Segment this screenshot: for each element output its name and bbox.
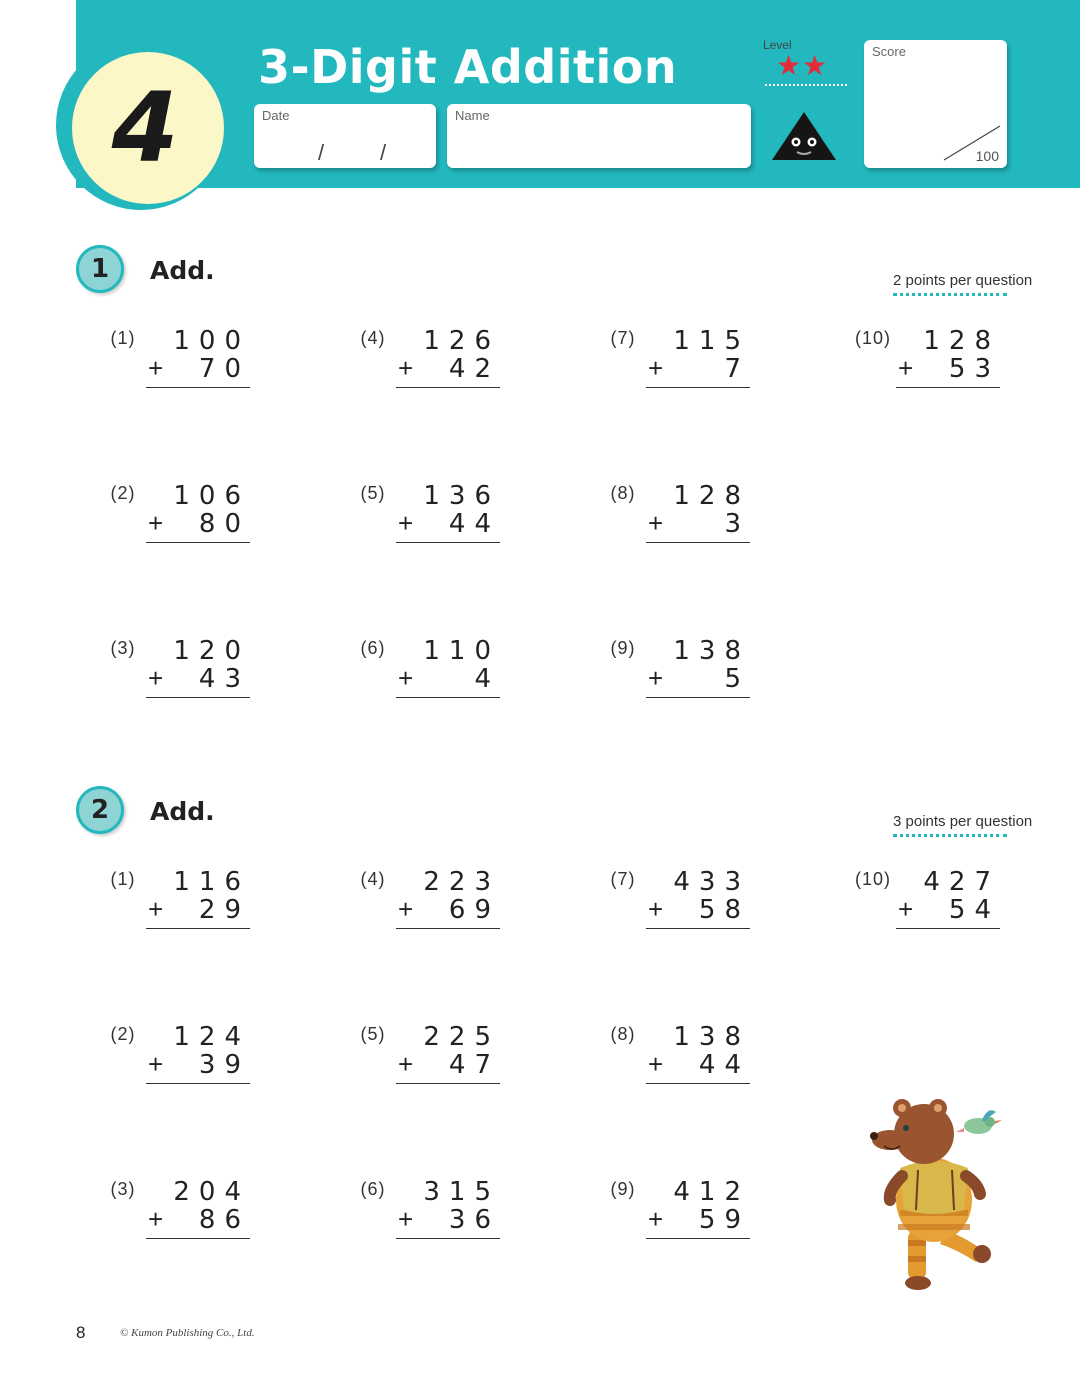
top-operand: 315 xyxy=(423,1177,500,1207)
bottom-operand: 7 xyxy=(724,354,750,384)
answer-line xyxy=(146,542,250,543)
unit-number: 4 xyxy=(111,72,179,184)
problem-number: (4) xyxy=(360,869,386,889)
problem-number: (1) xyxy=(110,328,136,348)
problem[interactable] xyxy=(350,1020,590,1090)
answer-line xyxy=(396,928,500,929)
answer-line xyxy=(146,1083,250,1084)
score-max: 100 xyxy=(975,148,999,164)
answer-line xyxy=(646,542,750,543)
date-slash-1: / xyxy=(318,140,325,165)
problem-number: (10) xyxy=(854,328,891,348)
plus-sign: + xyxy=(148,663,164,693)
top-operand: 136 xyxy=(423,481,500,511)
problem-number: (4) xyxy=(360,328,386,348)
bottom-operand: 42 xyxy=(448,354,500,384)
plus-sign: + xyxy=(148,894,164,924)
bottom-operand: 44 xyxy=(448,509,500,539)
unit-badge xyxy=(72,52,224,204)
problem[interactable] xyxy=(350,479,590,549)
plus-sign: + xyxy=(398,1049,414,1079)
page-title: 3-Digit Addition xyxy=(258,40,678,94)
bottom-operand: 29 xyxy=(198,895,250,925)
answer-line xyxy=(646,928,750,929)
problem-number: (6) xyxy=(360,1179,386,1199)
problem-number: (5) xyxy=(360,483,386,503)
problem-number: (6) xyxy=(360,638,386,658)
top-operand: 225 xyxy=(423,1022,500,1052)
plus-sign: + xyxy=(648,663,664,693)
plus-sign: + xyxy=(398,663,414,693)
name-label: Name xyxy=(455,108,490,123)
answer-line xyxy=(396,697,500,698)
plus-sign: + xyxy=(398,353,414,383)
problem[interactable] xyxy=(100,324,340,394)
bottom-operand: 44 xyxy=(698,1050,750,1080)
problem-number: (2) xyxy=(110,1024,136,1044)
top-operand: 126 xyxy=(423,326,500,356)
section-2-instruction: Add. xyxy=(150,797,215,826)
page-number: 8 xyxy=(76,1323,86,1342)
bottom-operand: 39 xyxy=(198,1050,250,1080)
section-1-instruction: Add. xyxy=(150,256,215,285)
top-operand: 223 xyxy=(423,867,500,897)
problem-number: (9) xyxy=(610,638,636,658)
bottom-operand: 54 xyxy=(948,895,1000,925)
top-operand: 100 xyxy=(173,326,250,356)
plus-sign: + xyxy=(398,1204,414,1234)
bottom-operand: 70 xyxy=(198,354,250,384)
problem-number: (8) xyxy=(610,1024,636,1044)
bottom-operand: 5 xyxy=(724,664,750,694)
problem-number: (8) xyxy=(610,483,636,503)
problem[interactable] xyxy=(100,1175,340,1245)
triangle-face-icon xyxy=(770,110,838,162)
top-operand: 128 xyxy=(923,326,1000,356)
bottom-operand: 86 xyxy=(198,1205,250,1235)
top-operand: 433 xyxy=(673,867,750,897)
answer-line xyxy=(896,928,1000,929)
problem-number: (3) xyxy=(110,1179,136,1199)
plus-sign: + xyxy=(648,508,664,538)
section-2-points-note: 3 points per question xyxy=(893,813,1007,837)
plus-sign: + xyxy=(898,353,914,383)
problem[interactable] xyxy=(850,324,1080,394)
problem[interactable] xyxy=(600,479,840,549)
top-operand: 427 xyxy=(923,867,1000,897)
plus-sign: + xyxy=(398,894,414,924)
date-slash-2: / xyxy=(380,140,387,165)
answer-line xyxy=(146,1238,250,1239)
problem-number: (5) xyxy=(360,1024,386,1044)
plus-sign: + xyxy=(148,1204,164,1234)
plus-sign: + xyxy=(148,508,164,538)
problem-number: (7) xyxy=(610,328,636,348)
copyright: © Kumon Publishing Co., Ltd. xyxy=(120,1327,255,1339)
level-stars: ★★ xyxy=(776,50,829,81)
bottom-operand: 3 xyxy=(724,509,750,539)
section-1-badge xyxy=(76,245,124,293)
problem-number: (1) xyxy=(110,869,136,889)
plus-sign: + xyxy=(148,353,164,383)
section-1-number: 1 xyxy=(90,254,110,284)
level-divider xyxy=(765,84,847,86)
bottom-operand: 80 xyxy=(198,509,250,539)
problem[interactable] xyxy=(600,634,840,704)
top-operand: 110 xyxy=(423,636,500,666)
answer-line xyxy=(146,387,250,388)
bottom-operand: 59 xyxy=(698,1205,750,1235)
top-operand: 138 xyxy=(673,1022,750,1052)
bear-and-bird-illustration xyxy=(860,1090,1010,1295)
bottom-operand: 69 xyxy=(448,895,500,925)
problem[interactable] xyxy=(100,634,340,704)
top-operand: 204 xyxy=(173,1177,250,1207)
top-operand: 124 xyxy=(173,1022,250,1052)
answer-line xyxy=(146,697,250,698)
section-2-badge xyxy=(76,786,124,834)
section-1-points-note: 2 points per question xyxy=(893,272,1007,296)
plus-sign: + xyxy=(648,353,664,383)
problem[interactable] xyxy=(350,634,590,704)
top-operand: 106 xyxy=(173,481,250,511)
problem[interactable] xyxy=(600,1175,840,1245)
problem[interactable] xyxy=(100,1020,340,1090)
level-label: Level xyxy=(763,38,792,52)
plus-sign: + xyxy=(648,894,664,924)
top-operand: 128 xyxy=(673,481,750,511)
problem[interactable] xyxy=(350,324,590,394)
bird-icon xyxy=(956,1110,1002,1134)
bottom-operand: 36 xyxy=(448,1205,500,1235)
answer-line xyxy=(396,387,500,388)
name-field[interactable] xyxy=(447,104,751,168)
answer-line xyxy=(146,928,250,929)
plus-sign: + xyxy=(398,508,414,538)
answer-line xyxy=(646,1083,750,1084)
top-operand: 116 xyxy=(173,867,250,897)
top-operand: 412 xyxy=(673,1177,750,1207)
plus-sign: + xyxy=(648,1204,664,1234)
problem-number: (7) xyxy=(610,869,636,889)
bottom-operand: 58 xyxy=(698,895,750,925)
problem[interactable] xyxy=(600,865,840,935)
answer-line xyxy=(646,1238,750,1239)
answer-line xyxy=(396,542,500,543)
bottom-operand: 43 xyxy=(198,664,250,694)
bottom-operand: 47 xyxy=(448,1050,500,1080)
plus-sign: + xyxy=(648,1049,664,1079)
problem[interactable] xyxy=(350,865,590,935)
problem[interactable] xyxy=(350,1175,590,1245)
score-label: Score xyxy=(872,44,906,59)
problem[interactable] xyxy=(600,1020,840,1090)
top-operand: 138 xyxy=(673,636,750,666)
problem[interactable] xyxy=(100,479,340,549)
problem[interactable] xyxy=(850,865,1080,935)
plus-sign: + xyxy=(148,1049,164,1079)
top-operand: 115 xyxy=(673,326,750,356)
answer-line xyxy=(646,697,750,698)
section-2-number: 2 xyxy=(90,795,110,825)
answer-line xyxy=(646,387,750,388)
problem-number: (9) xyxy=(610,1179,636,1199)
date-field[interactable] xyxy=(254,104,436,168)
score-box[interactable] xyxy=(864,40,1007,168)
date-label: Date xyxy=(262,108,290,123)
bottom-operand: 4 xyxy=(474,664,500,694)
top-operand: 120 xyxy=(173,636,250,666)
answer-line xyxy=(896,387,1000,388)
plus-sign: + xyxy=(898,894,914,924)
problem-number: (2) xyxy=(110,483,136,503)
bottom-operand: 53 xyxy=(948,354,1000,384)
answer-line xyxy=(396,1238,500,1239)
problem-number: (10) xyxy=(854,869,891,889)
answer-line xyxy=(396,1083,500,1084)
problem-number: (3) xyxy=(110,638,136,658)
problem[interactable] xyxy=(600,324,840,394)
problem[interactable] xyxy=(100,865,340,935)
